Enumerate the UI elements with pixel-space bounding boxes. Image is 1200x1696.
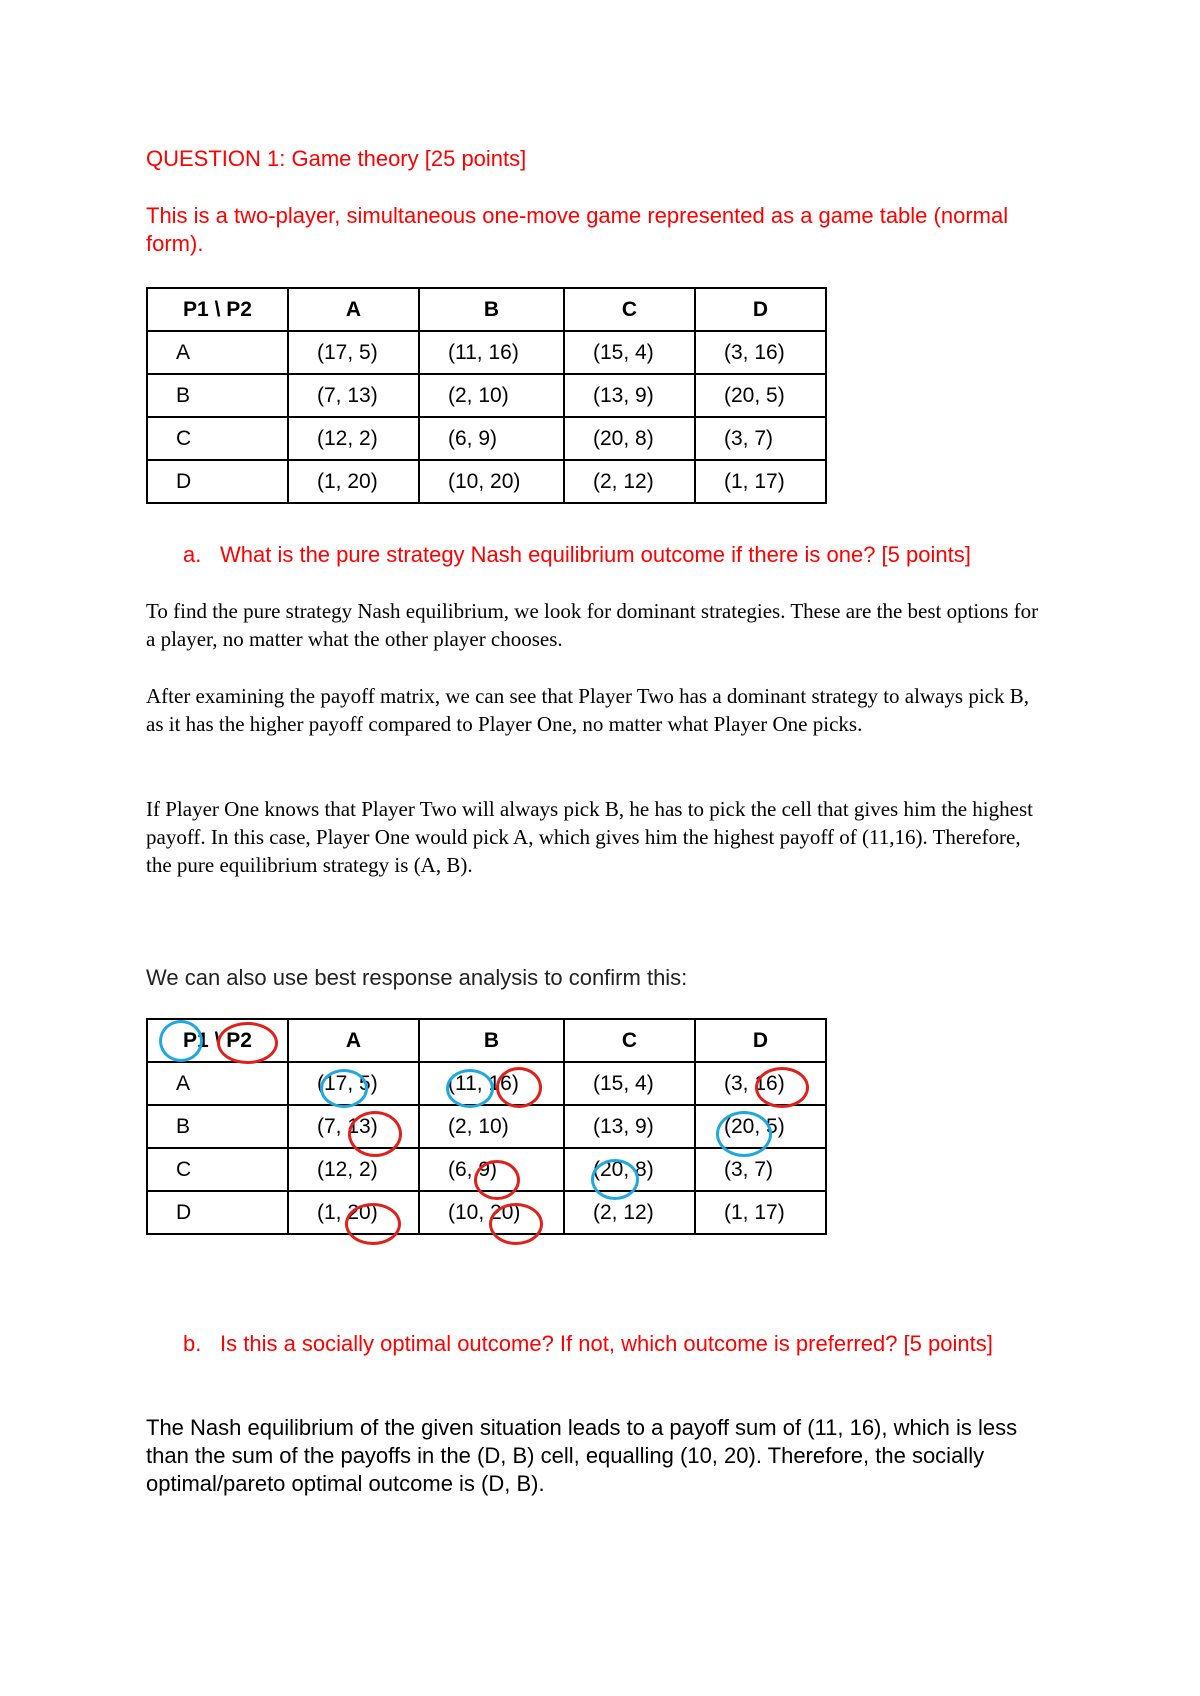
- payoff-cell: (1, 20): [288, 1191, 419, 1234]
- payoff-cell: (15, 4): [564, 1062, 695, 1105]
- payoff-cell: (3, 16): [695, 1062, 826, 1105]
- table-row: [147, 331, 826, 374]
- payoff-cell: (1, 17): [695, 460, 826, 503]
- payoff-cell: (3, 16): [695, 331, 826, 374]
- payoff-cell: (2, 10): [419, 374, 564, 417]
- payoff-cell: (20, 8): [564, 417, 695, 460]
- answer-paragraph: To find the pure strategy Nash equilibrium, we look for dominant strategies. These are the best options for a player, no matter what the other player chooses.: [146, 599, 1039, 651]
- payoff-cell: (13, 9): [564, 1105, 695, 1148]
- row-header: B: [147, 1105, 288, 1148]
- table-row: [147, 1105, 826, 1148]
- column-header: A: [288, 1019, 419, 1062]
- payoff-cell: (3, 7): [695, 1148, 826, 1191]
- payoff-cell: (2, 12): [564, 460, 695, 503]
- column-header: D: [695, 1019, 826, 1062]
- payoff-cell: (11, 16): [419, 1062, 564, 1105]
- best-response-table: [146, 1018, 827, 1235]
- answer-paragraph: If Player One knows that Player Two will always pick B, he has to pick the cell that gives him the highest payoff. In this case, Player One would pick A, which gives him the highest payoff of (11,16). Therefore, the pure equilibrium strategy is (A, B).: [146, 797, 1033, 877]
- row-header: C: [147, 417, 288, 460]
- column-header: C: [564, 1019, 695, 1062]
- part-a-question-text: What is the pure strategy Nash equilibrium outcome if there is one? [5 points]: [220, 542, 971, 567]
- best-response-intro: We can also use best response analysis to confirm this:: [146, 965, 688, 990]
- payoff-cell: (1, 20): [288, 460, 419, 503]
- part-b-label: b.: [183, 1331, 202, 1356]
- table-header-row: [147, 288, 826, 331]
- row-header: C: [147, 1148, 288, 1191]
- payoff-cell: (17, 5): [288, 331, 419, 374]
- table-row: [147, 1191, 826, 1234]
- payoff-cell: (10, 20): [419, 460, 564, 503]
- payoff-cell: (12, 2): [288, 1148, 419, 1191]
- row-header: D: [147, 1191, 288, 1234]
- answer-paragraph: After examining the payoff matrix, we can see that Player Two has a dominant strategy to always pick B, as it has the higher payoff compared to Player One, no matter what Player One picks.: [146, 684, 1030, 736]
- row-header: A: [147, 331, 288, 374]
- table-row: [147, 374, 826, 417]
- row-header: D: [147, 460, 288, 503]
- question-intro: This is a two-player, simultaneous one-move game represented as a game table (normal form).: [146, 203, 1009, 256]
- payoff-cell: (20, 5): [695, 1105, 826, 1148]
- column-header: A: [288, 288, 419, 331]
- row-header: B: [147, 374, 288, 417]
- table-corner-header: P1 \ P2: [147, 288, 288, 331]
- payoff-cell: (6, 9): [419, 417, 564, 460]
- column-header: B: [419, 1019, 564, 1062]
- payoff-cell: (17, 5): [288, 1062, 419, 1105]
- table-header-row: [147, 1019, 826, 1062]
- payoff-cell: (12, 2): [288, 417, 419, 460]
- payoff-cell: (3, 7): [695, 417, 826, 460]
- part-b-question-text: Is this a socially optimal outcome? If not, which outcome is preferred? [5 points]: [220, 1331, 993, 1356]
- payoff-cell: (15, 4): [564, 331, 695, 374]
- table-row: [147, 417, 826, 460]
- table-row: [147, 460, 826, 503]
- payoff-cell: (20, 8): [564, 1148, 695, 1191]
- part-a-label: a.: [183, 542, 202, 567]
- column-header: D: [695, 288, 826, 331]
- row-header: A: [147, 1062, 288, 1105]
- payoff-cell: (2, 12): [564, 1191, 695, 1234]
- column-header: B: [419, 288, 564, 331]
- payoff-cell: (13, 9): [564, 374, 695, 417]
- payoff-cell: (20, 5): [695, 374, 826, 417]
- payoff-cell: (10, 20): [419, 1191, 564, 1234]
- payoff-cell: (1, 17): [695, 1191, 826, 1234]
- question-title: QUESTION 1: Game theory [25 points]: [146, 146, 527, 171]
- payoff-cell: (2, 10): [419, 1105, 564, 1148]
- column-header: C: [564, 288, 695, 331]
- payoff-cell: (7, 13): [288, 374, 419, 417]
- payoff-cell: (6, 9): [419, 1148, 564, 1191]
- table-row: [147, 1062, 826, 1105]
- payoff-cell: (11, 16): [419, 331, 564, 374]
- table-corner-header: P1 \ P2: [147, 1019, 288, 1062]
- game-table: [146, 287, 827, 504]
- payoff-cell: (7, 13): [288, 1105, 419, 1148]
- table-row: [147, 1148, 826, 1191]
- part-b-answer: The Nash equilibrium of the given situation leads to a payoff sum of (11, 16), which is less than the sum of the payoffs in the (D, B) cell, equalling (10, 20). Therefore, the socially optimal/pareto optimal outcome is (D, B).: [146, 1415, 1018, 1496]
